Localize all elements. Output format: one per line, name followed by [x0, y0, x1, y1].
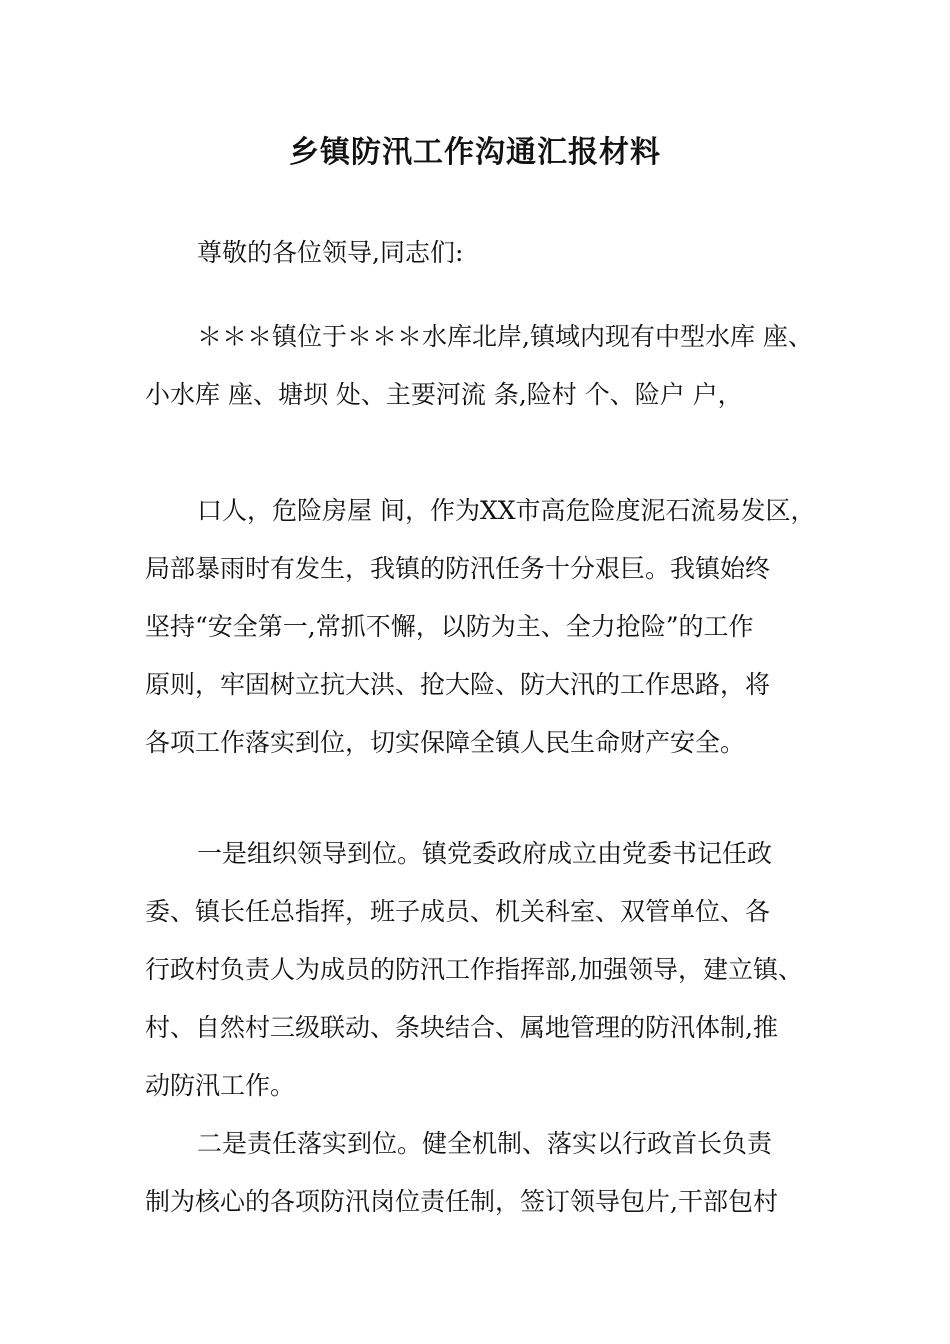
- paragraph-line: 委、镇长任总指挥，班子成员、机关科室、双管单位、各: [145, 897, 771, 926]
- paragraph-overview: [145, 308, 835, 424]
- paragraph-risk: [145, 482, 835, 772]
- paragraph-line: 动防汛工作。: [145, 1071, 296, 1100]
- paragraph-line: 制为核心的各项防汛岗位责任制，签订领导包片,干部包村: [145, 1187, 778, 1216]
- paragraph-line: 坚持“安全第一,常抓不懈，以防为主、全力抢险”的工作: [145, 612, 754, 641]
- greeting-line: 尊敬的各位领导,同志们:: [197, 238, 464, 267]
- greeting-paragraph: [145, 224, 835, 282]
- paragraph-line: 二是责任落实到位。健全机制、落实以行政首长负责: [197, 1129, 773, 1158]
- paragraph-line: 村、自然村三级联动、条块结合、属地管理的防汛体制,推: [145, 1013, 778, 1042]
- paragraph-line: 行政村负责人为成员的防汛工作指挥部,加强领导，建立镇、: [145, 955, 803, 984]
- paragraph-line: 局部暴雨时有发生，我镇的防汛任务十分艰巨。我镇始终: [145, 554, 771, 583]
- paragraph-line: 原则，牢固树立抗大洪、抢大险、防大汛的工作思路，将: [145, 670, 771, 699]
- paragraph-line: 小水库 座、塘坝 处、主要河流 条,险村 个、险户 户，: [145, 380, 743, 409]
- document-title: 乡镇防汛工作沟通汇报材料: [289, 135, 661, 170]
- paragraph-measures: [145, 825, 835, 1231]
- paragraph-line: 一是组织领导到位。镇党委政府成立由党委书记任政: [197, 839, 773, 868]
- paragraph-line: 口人，危险房屋 间，作为XX市高危险度泥石流易发区，: [197, 496, 816, 525]
- paragraph-line: ＊＊＊镇位于＊＊＊水库北岸,镇域内现有中型水库 座、: [197, 322, 813, 351]
- paragraph-line: 各项工作落实到位，切实保障全镇人民生命财产安全。: [145, 728, 746, 757]
